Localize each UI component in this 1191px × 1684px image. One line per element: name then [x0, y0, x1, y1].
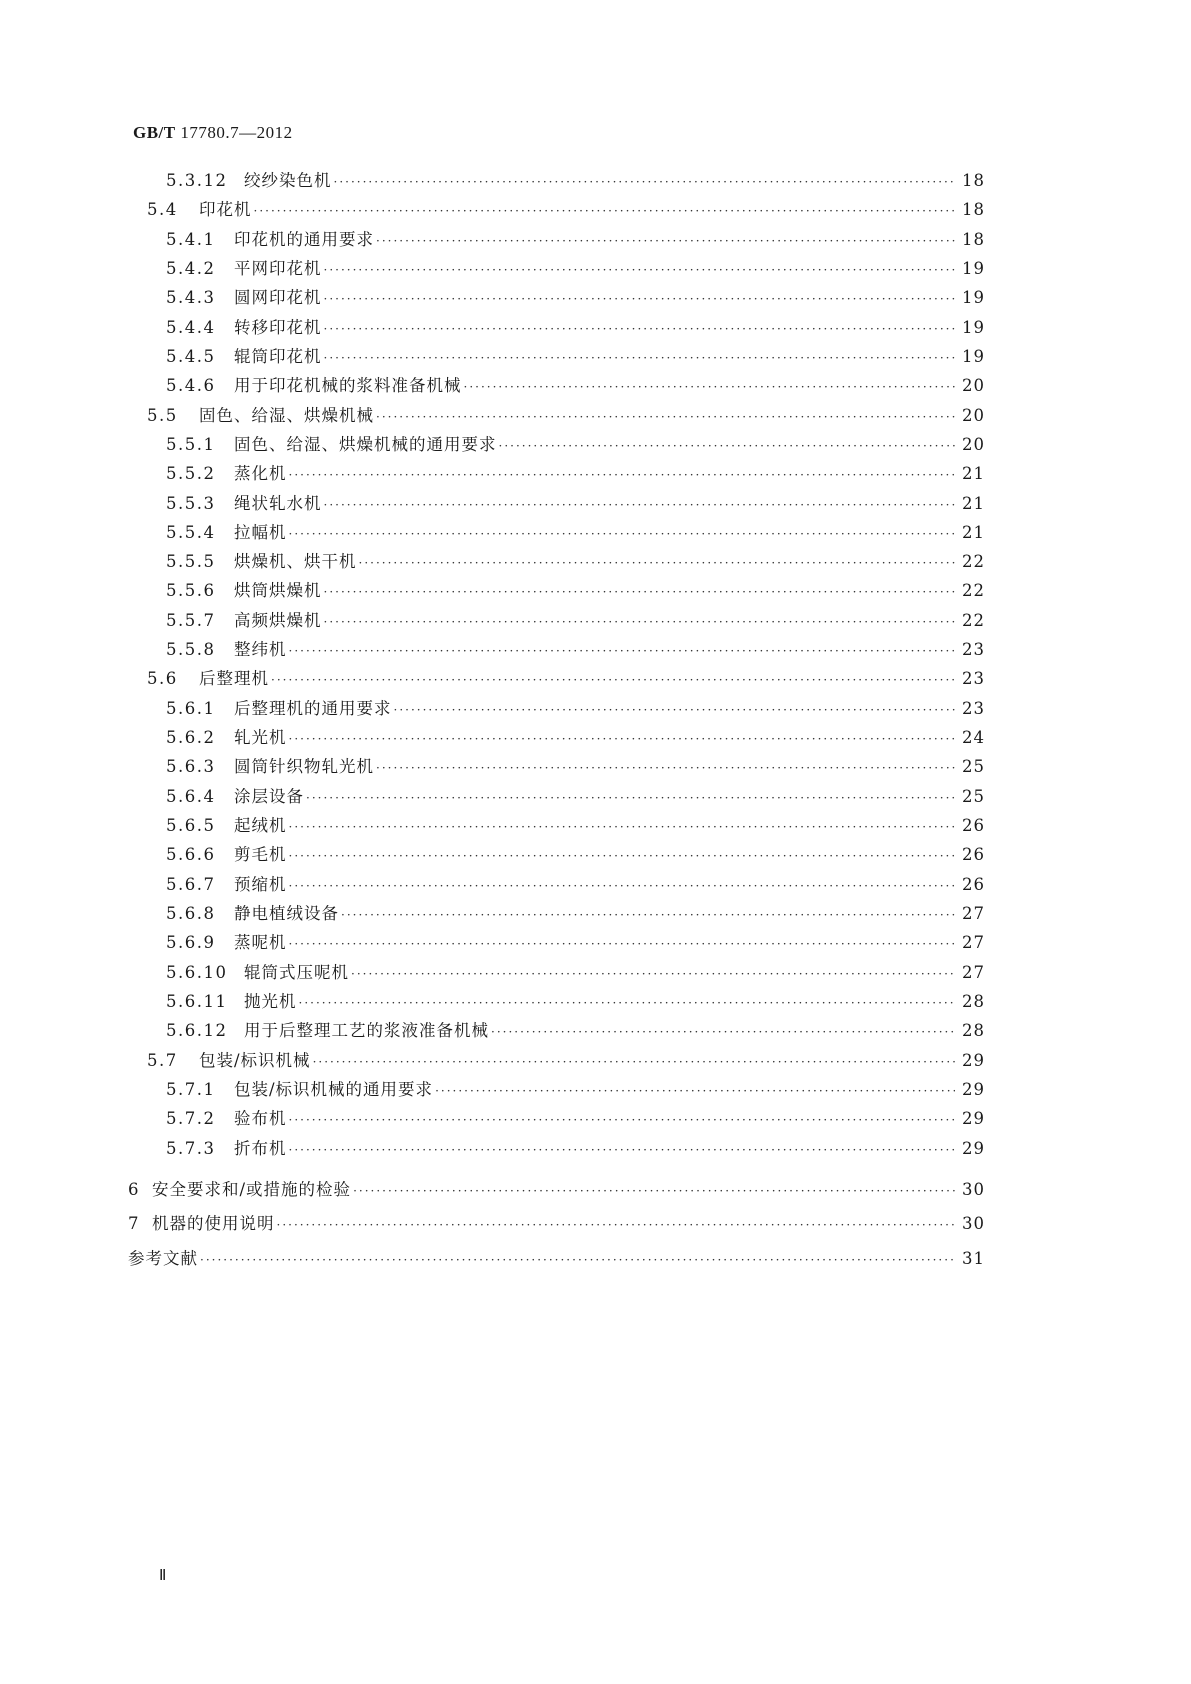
toc-entry[interactable] — [166, 1021, 985, 1042]
toc-entry-number: 5.7.2 — [166, 1109, 216, 1129]
dot-leader — [289, 729, 956, 749]
toc-entry-number: 5.4 — [147, 200, 178, 220]
toc-entry[interactable] — [166, 640, 985, 661]
toc-entry[interactable] — [166, 816, 985, 837]
dot-leader — [324, 319, 956, 339]
toc-entry[interactable] — [128, 1249, 985, 1270]
toc-entry-page: 21 — [962, 493, 985, 513]
toc-entry-title: 起绒机 — [234, 816, 287, 836]
toc-entry-page: 26 — [962, 816, 985, 836]
toc-entry-number: 5.6.3 — [166, 757, 216, 777]
toc-entry[interactable] — [166, 933, 985, 954]
toc-entry[interactable] — [128, 1180, 985, 1201]
toc-entry-title: 圆网印花机 — [234, 288, 322, 308]
standard-code: GB/T — [133, 123, 176, 142]
toc-entry[interactable] — [166, 347, 985, 368]
toc-entry-page: 27 — [962, 962, 985, 982]
toc-entry-number: 5.7 — [147, 1050, 178, 1070]
dot-leader — [324, 495, 956, 515]
dot-leader — [289, 846, 956, 866]
toc-entry-number: 5.4.1 — [166, 229, 216, 249]
toc-entry-title: 高频烘燥机 — [234, 610, 322, 630]
toc-entry[interactable] — [166, 494, 985, 515]
dot-leader — [353, 1181, 955, 1201]
dot-leader — [289, 817, 956, 837]
toc-entry-page: 18 — [962, 200, 985, 220]
toc-entry-title: 辊筒印花机 — [234, 346, 322, 366]
toc-entry-number: 5.5.3 — [166, 493, 216, 513]
toc-entry-title: 烘筒烘燥机 — [234, 581, 322, 601]
toc-entry-number: 5.6.2 — [166, 728, 216, 748]
dot-leader — [254, 201, 956, 221]
toc-entry[interactable] — [166, 875, 985, 896]
toc-entry-page: 27 — [962, 904, 985, 923]
dot-leader — [376, 407, 955, 427]
toc-entry-page: 26 — [962, 874, 985, 894]
dot-leader — [299, 993, 956, 1013]
dot-leader — [435, 1081, 955, 1101]
toc-entry-title: 转移印花机 — [234, 317, 322, 337]
toc-entry-page: 21 — [962, 464, 985, 484]
toc-entry-number: 5.6.5 — [166, 816, 216, 836]
toc-entry-title: 蒸化机 — [234, 464, 287, 484]
toc-entry-number: 5.5.6 — [166, 581, 216, 601]
toc-entry[interactable] — [166, 581, 985, 602]
dot-leader — [313, 1052, 955, 1072]
dot-leader — [289, 876, 956, 896]
dot-leader — [324, 348, 956, 368]
toc-entry[interactable] — [166, 552, 985, 573]
toc-entry[interactable] — [147, 669, 985, 690]
toc-entry-title: 参考文献 — [128, 1249, 198, 1268]
toc-entry-title: 拉幅机 — [234, 522, 287, 542]
document-header — [133, 123, 293, 143]
dot-leader — [324, 612, 956, 632]
toc-entry-title: 固色、给湿、烘燥机械的通用要求 — [234, 434, 497, 454]
toc-entry-number: 5.6.7 — [166, 874, 216, 894]
toc-entry-number: 5.6.8 — [166, 904, 216, 923]
toc-entry-title: 预缩机 — [234, 874, 287, 894]
toc-entry[interactable] — [166, 611, 985, 632]
dot-leader — [289, 1140, 956, 1160]
toc-entry[interactable] — [166, 963, 985, 984]
page-number-footer: Ⅱ — [159, 1568, 167, 1584]
dot-leader — [341, 905, 955, 925]
toc-entry-title: 后整理机的通用要求 — [234, 698, 392, 718]
toc-entry-page: 20 — [962, 376, 985, 396]
toc-entry[interactable] — [147, 200, 985, 221]
toc-entry-title: 圆筒针织物轧光机 — [234, 757, 374, 777]
toc-entry-title: 平网印花机 — [234, 258, 322, 278]
dot-leader — [324, 260, 956, 280]
toc-entry-page: 29 — [962, 1109, 985, 1129]
toc-entry[interactable] — [166, 523, 985, 544]
toc-entry-page: 22 — [962, 581, 985, 601]
toc-entry-title: 烘燥机、烘干机 — [234, 552, 357, 572]
toc-entry-page: 27 — [962, 933, 985, 953]
toc-entry[interactable] — [128, 1214, 985, 1235]
toc-entry-page: 18 — [962, 171, 985, 190]
toc-entry-title: 包装/标识机械的通用要求 — [234, 1079, 434, 1099]
toc-entry-number: 5.4.6 — [166, 376, 216, 396]
toc-entry-title: 轧光机 — [234, 728, 287, 748]
dot-leader — [289, 465, 956, 485]
toc-entry-title: 辊筒式压呢机 — [244, 962, 349, 982]
toc-entry-page: 23 — [962, 640, 985, 660]
toc-entry-page: 25 — [962, 757, 985, 777]
toc-entry-title: 折布机 — [234, 1138, 287, 1158]
toc-entry-number: 5.6.1 — [166, 698, 216, 718]
toc-entry-number: 5.5.5 — [166, 552, 216, 572]
toc-entry-title: 涂层设备 — [234, 786, 304, 806]
toc-entry-page: 26 — [962, 845, 985, 865]
toc-entry[interactable] — [166, 728, 985, 749]
toc-entry[interactable] — [166, 699, 985, 720]
toc-entry-number: 5.7.1 — [166, 1079, 216, 1099]
dot-leader — [359, 553, 956, 573]
toc-entry-title: 固色、给湿、烘燥机械 — [199, 405, 374, 425]
toc-entry-page: 19 — [962, 258, 985, 278]
dot-leader — [499, 436, 956, 456]
toc-entry-page: 25 — [962, 786, 985, 806]
toc-entry-number: 5.6.10 — [166, 962, 228, 982]
toc-entry-page: 29 — [962, 1138, 985, 1158]
toc-entry-page: 22 — [962, 552, 985, 572]
toc-entry-number: 5.4.5 — [166, 346, 216, 366]
toc-entry-number: 5.7.3 — [166, 1138, 216, 1158]
toc-entry-number: 5.6.6 — [166, 845, 216, 865]
toc-entry[interactable] — [166, 787, 985, 808]
toc-entry-number: 5.4.3 — [166, 288, 216, 308]
toc-entry-number: 5.6.12 — [166, 1021, 228, 1041]
standard-number: 17780.7—2012 — [180, 123, 293, 142]
toc-entry[interactable] — [166, 230, 985, 251]
toc-entry-page: 28 — [962, 1021, 985, 1041]
toc-entry-number: 7 — [128, 1214, 140, 1233]
toc-entry[interactable] — [166, 318, 985, 339]
dot-leader — [271, 670, 955, 690]
dot-leader — [491, 1022, 955, 1042]
toc-entry[interactable] — [166, 1080, 985, 1101]
toc-entry-page: 19 — [962, 346, 985, 366]
toc-entry-title: 静电植绒设备 — [234, 904, 339, 923]
toc-entry-number: 5.6.9 — [166, 933, 216, 953]
toc-entry[interactable] — [166, 171, 985, 192]
toc-entry-number: 5.5.7 — [166, 610, 216, 630]
toc-entry-title: 剪毛机 — [234, 845, 287, 865]
toc-entry[interactable] — [166, 992, 985, 1013]
dot-leader — [351, 964, 955, 984]
toc-entry-page: 30 — [962, 1214, 985, 1233]
toc-entry-page: 19 — [962, 288, 985, 308]
toc-entry-number: 5.6 — [147, 669, 178, 689]
toc-entry[interactable] — [166, 1139, 985, 1160]
toc-entry-page: 22 — [962, 610, 985, 630]
toc-entry[interactable] — [166, 259, 985, 280]
toc-entry-title: 印花机 — [199, 200, 252, 220]
toc-entry[interactable] — [166, 376, 985, 397]
toc-entry-page: 23 — [962, 669, 985, 689]
toc-entry-title: 机器的使用说明 — [152, 1214, 275, 1233]
toc-entry-number: 5.5 — [147, 405, 178, 425]
dot-leader — [376, 231, 955, 251]
dot-leader — [306, 788, 955, 808]
toc-entry[interactable] — [147, 406, 985, 427]
toc-entry-page: 29 — [962, 1079, 985, 1099]
toc-entry-page: 21 — [962, 522, 985, 542]
toc-entry-number: 5.4.2 — [166, 258, 216, 278]
dot-leader — [394, 700, 956, 720]
toc-entry-page: 20 — [962, 405, 985, 425]
toc-entry-title: 包装/标识机械 — [199, 1050, 311, 1070]
dot-leader — [334, 172, 956, 192]
toc-entry-page: 30 — [962, 1180, 985, 1199]
toc-entry-page: 19 — [962, 317, 985, 337]
toc-entry-title: 整纬机 — [234, 640, 287, 660]
toc-entry-title: 抛光机 — [244, 991, 297, 1011]
toc-entry-title: 绞纱染色机 — [244, 171, 332, 190]
toc-entry-number: 5.5.2 — [166, 464, 216, 484]
toc-entry-title: 安全要求和/或措施的检验 — [152, 1180, 352, 1199]
dot-leader — [289, 641, 956, 661]
toc-entry-number: 5.5.1 — [166, 434, 216, 454]
toc-entry-page: 28 — [962, 991, 985, 1011]
toc-entry-page: 29 — [962, 1050, 985, 1070]
toc-entry-page: 18 — [962, 229, 985, 249]
toc-entry-title: 印花机的通用要求 — [234, 229, 374, 249]
toc-entry-title: 验布机 — [234, 1109, 287, 1129]
toc-entry-number: 5.5.4 — [166, 522, 216, 542]
toc-entry[interactable] — [166, 904, 985, 925]
dot-leader — [324, 289, 956, 309]
toc-entry-page: 31 — [962, 1249, 985, 1268]
toc-entry-number: 5.3.12 — [166, 171, 228, 190]
toc-entry[interactable] — [166, 757, 985, 778]
toc-entry-title: 蒸呢机 — [234, 933, 287, 953]
toc-entry-title: 后整理机 — [199, 669, 269, 689]
dot-leader — [200, 1250, 955, 1270]
toc-entry[interactable] — [166, 845, 985, 866]
dot-leader — [289, 524, 956, 544]
toc-entry-number: 5.6.4 — [166, 786, 216, 806]
dot-leader — [289, 1110, 956, 1130]
toc-entry-page: 20 — [962, 434, 985, 454]
toc-entry-number: 6 — [128, 1180, 140, 1199]
toc-entry[interactable] — [147, 1051, 985, 1072]
toc-entry-number: 5.6.11 — [166, 991, 228, 1011]
toc-entry[interactable] — [166, 1109, 985, 1130]
toc-entry-title: 用于印花机械的浆料准备机械 — [234, 376, 462, 396]
dot-leader — [277, 1215, 956, 1235]
dot-leader — [464, 377, 956, 397]
toc-entry-title: 绳状轧水机 — [234, 493, 322, 513]
toc-entry[interactable] — [166, 288, 985, 309]
toc-entry-number: 5.5.8 — [166, 640, 216, 660]
toc-entry[interactable] — [166, 464, 985, 485]
toc-entry-page: 24 — [962, 728, 985, 748]
toc-entry-page: 23 — [962, 698, 985, 718]
dot-leader — [376, 758, 955, 778]
toc-entry-title: 用于后整理工艺的浆液准备机械 — [244, 1021, 489, 1041]
toc-entry-number: 5.4.4 — [166, 317, 216, 337]
toc-entry[interactable] — [166, 435, 985, 456]
dot-leader — [324, 582, 956, 602]
dot-leader — [289, 934, 956, 954]
